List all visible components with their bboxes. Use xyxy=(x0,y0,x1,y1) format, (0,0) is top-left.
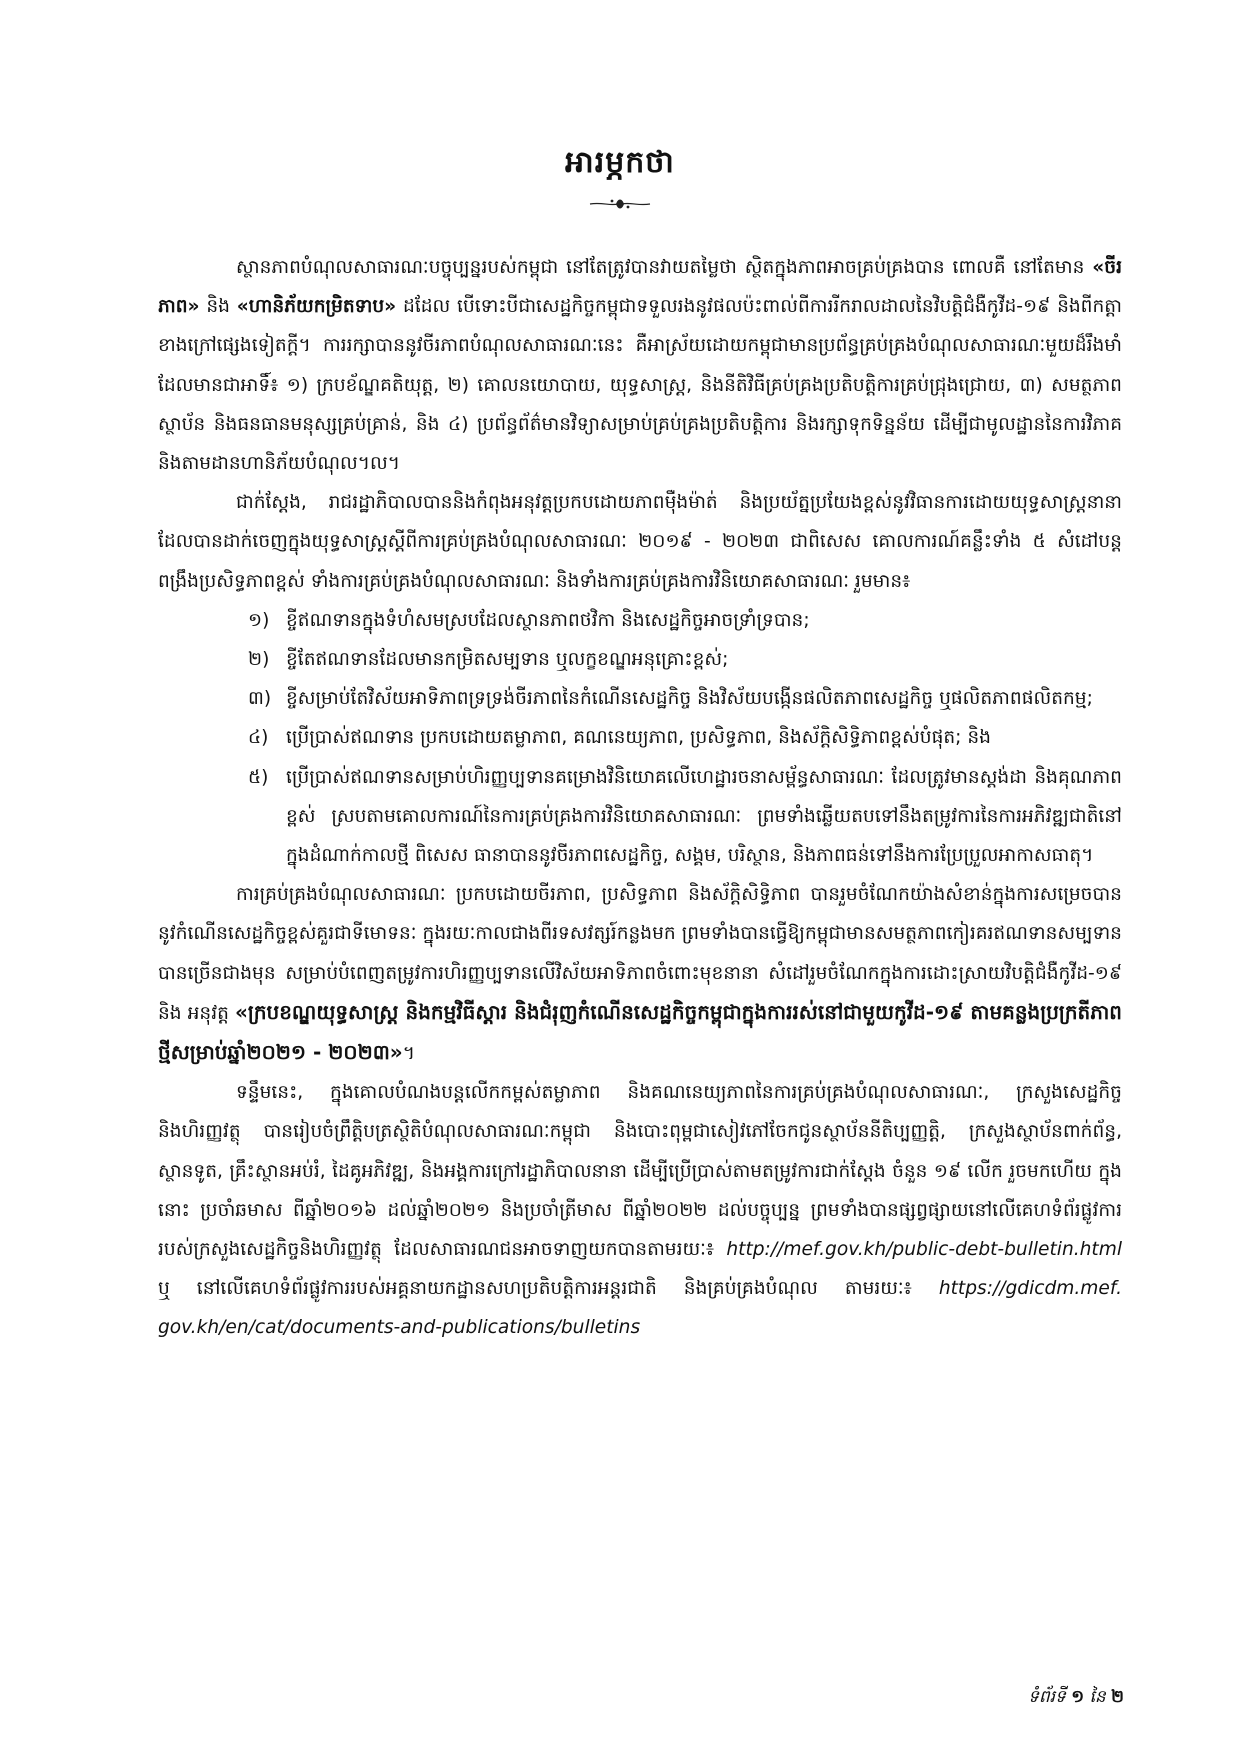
gdicdm-bulletin-link[interactable]: https://gdicdm.mef. gov.kh/en/cat/documents-and-publications/bulletins xyxy=(158,1278,1122,1339)
list-item: ២) ខ្ចីតែឥណទានដែលមានកម្រិតសម្បទាន ឬលក្ខខណ្ឌអនុគ្រោះខ្ពស់; xyxy=(248,649,729,671)
list-item: ៤) ប្រើប្រាស់ឥណទាន ប្រកបដោយតម្លាភាព, គណនេយ្យភាព, ប្រសិទ្ធភាព, និងស័ក្តិសិទ្ធិភាពខ្ពស់បំផុត; និង xyxy=(248,727,991,749)
page-number: ទំព័រទី ១ នៃ ២ xyxy=(1028,1687,1124,1707)
decorative-divider-icon xyxy=(588,196,652,212)
emphasis-sustainability: «ចីរភាព» xyxy=(158,257,1122,318)
emphasis-low-risk: «ហានិភ័យកម្រិតទាប» xyxy=(236,296,397,318)
framework-title: «ក្របខណ្ឌយុទ្ធសាស្ត្រ និងកម្មវិធីស្តារ និងជំរុញកំណើនសេដ្ឋកិច្ចកម្ពុជាក្នុងការរស់នៅជាមួយកូវីដ-១៩ តាមគន្លងប្រក្រតីភាពថ្មីសម្រាប់ឆ្នាំ២០២១ - ២០២៣» xyxy=(158,999,1122,1065)
principles-list xyxy=(158,601,1122,875)
list-item: ៥) ប្រើប្រាស់ឥណទានសម្រាប់ហិរញ្ញប្បទានគម្រោងវិនិយោគលើហេដ្ឋារចនាសម្ព័ន្ធសាធារណៈ ដែលត្រូវមានស្តង់ដា និងគុណភាពខ្ពស់ ស្របតាមគោលការណ៍នៃការគ្រប់គ្រងការវិនិយោគសាធារណៈ ព្រមទាំងឆ្លើយតបទៅនឹងតម្រូវការនៃការអភិវឌ្ឍជាតិនៅក្នុងដំណាក់កាលថ្មី ពិសេស ធានាបាននូវចីរភាពសេដ្ឋកិច្ច, សង្គម, បរិស្ថាន, និងភាពធន់ទៅនឹងការប្រែប្រួលអាកាសធាតុ។ xyxy=(248,766,1122,867)
main-content xyxy=(158,248,1122,1348)
paragraph-3: ការគ្រប់គ្រងបំណុលសាធារណៈ ប្រកបដោយចីរភាព, ប្រសិទ្ធភាព និងស័ក្តិសិទ្ធិភាព បានរួមចំណែកយ៉ាងសំខាន់ក្នុងការសម្រេចបាននូវកំណើនសេដ្ឋកិច្ចខ្ពស់គួរជាទីមោទនៈ ក្នុងរយៈកាលជាងពីរទសវត្សរ៍កន្លងមក ព្រមទាំងបានធ្វើឱ្យកម្ពុជាមានសមត្ថភាពកៀរគរឥណទានសម្បទានបានច្រើនជាងមុន សម្រាប់បំពេញតម្រូវការហិរញ្ញប្បទានលើវិស័យអាទិភាពចំពោះមុខនានា សំដៅរួមចំណែកក្នុងការដោះស្រាយវិបត្តិជំងឺកូវីដ-១៩ និង អនុវត្ត «ក្របខណ្ឌយុទ្ធសាស្ត្រ និងកម្មវិធីស្តារ និងជំរុញកំណើនសេដ្ឋកិច្ចកម្ពុជាក្នុងការរស់នៅជាមួយកូវីដ-១៩ តាមគន្លងប្រក្រតីភាពថ្មីសម្រាប់ឆ្នាំ២០២១ - ២០២៣»។ xyxy=(158,884,1122,1065)
paragraph-2: ជាក់ស្តែង, រាជរដ្ឋាភិបាលបាននិងកំពុងអនុវត្តប្រកបដោយភាពម៉ឺងម៉ាត់ និងប្រយ័ត្នប្រយែងខ្ពស់នូវវិធានការដោយយុទ្ធសាស្ត្រនានា ដែលបានដាក់ចេញក្នុងយុទ្ធសាស្ត្រស្តីពីការគ្រប់គ្រងបំណុលសាធារណៈ ២០១៩ - ២០២៣ ជាពិសេស គោលការណ៍គន្លឹះទាំង ៥ សំដៅបន្តពង្រឹងប្រសិទ្ធភាពខ្ពស់ ទាំងការគ្រប់គ្រងបំណុលសាធារណៈ និងទាំងការគ្រប់គ្រងការវិនិយោគសាធារណៈ រួមមាន៖ xyxy=(158,492,1122,592)
mef-bulletin-link[interactable]: http://mef.gov.kh/public-debt-bulletin.html xyxy=(726,1239,1122,1261)
list-item: ១) ខ្ចីឥណទានក្នុងទំហំសមស្របដែលស្ថានភាពថវិកា និងសេដ្ឋកិច្ចអាចទ្រាំទ្របាន; xyxy=(248,609,810,631)
page-title: អារម្ភកថា xyxy=(565,145,675,180)
paragraph-4: ទន្ទឹមនេះ, ក្នុងគោលបំណងបន្តលើកកម្ពស់តម្លាភាព និងគណនេយ្យភាពនៃការគ្រប់គ្រងបំណុលសាធារណៈ, ក្រសួងសេដ្ឋកិច្ចនិងហិរញ្ញវត្ថុ បានរៀបចំព្រឹត្តិបត្រស្ថិតិបំណុលសាធារណៈកម្ពុជា និងបោះពុម្ពជាសៀវភៅចែកជូនស្ថាប័ននីតិប្បញ្ញត្តិ, ក្រសួងស្ថាប័នពាក់ព័ន្ធ, ស្ថានទូត, គ្រឹះស្ថានអប់រំ, ដៃគូអភិវឌ្ឍ, និងអង្គការក្រៅរដ្ឋាភិបាលនានា ដើម្បីប្រើប្រាស់តាមតម្រូវការជាក់ស្តែង ចំនួន ១៩ លើក រួចមកហើយ ក្នុងនោះ ប្រចាំឆមាស ពីឆ្នាំ២០១៦ ដល់ឆ្នាំ២០២១ និងប្រចាំត្រីមាស ពីឆ្នាំ២០២២ ដល់បច្ចុប្បន្ន ព្រមទាំងបានផ្សព្វផ្សាយនៅលើគេហទំព័រផ្លូវការរបស់ក្រសួងសេដ្ឋកិច្ចនិងហិរញ្ញវត្ថុ ដែលសាធារណជនអាចទាញយកបានតាមរយៈ៖ http://mef.gov.kh/public-debt-bulletin.html ឬ នៅលើគេហទំព័រផ្លូវការរបស់អគ្គនាយកដ្ឋានសហប្រតិបត្តិការអន្តរជាតិ និងគ្រប់គ្រងបំណុល តាមរយៈ៖ https://gdicdm.mef. gov.kh/en/cat/documents-and-publications/bulletins xyxy=(158,1082,1122,1339)
list-item: ៣) ខ្ចីសម្រាប់តែវិស័យអាទិភាពទ្រទ្រង់ចីរភាពនៃកំណើនសេដ្ឋកិច្ច និងវិស័យបង្កើនផលិតភាពសេដ្ឋកិច្ច ឬផលិតភាពផលិតកម្ម; xyxy=(248,688,1093,710)
paragraph-1: ស្ថានភាពបំណុលសាធារណៈបច្ចុប្បន្នរបស់កម្ពុជា នៅតែត្រូវបានវាយតម្លៃថា ស្ថិតក្នុងភាពអាចគ្រប់គ្រងបាន ពោលគឺ នៅតែមាន «ចីរភាព» និង «ហានិភ័យកម្រិតទាប» ដដែល បើទោះបីជាសេដ្ឋកិច្ចកម្ពុជាទទួលរងនូវផលប៉ះពាល់ពីការរីករាលដាលនៃវិបត្តិជំងឺកូវីដ-១៩ និងពីកត្តាខាងក្រៅផ្សេងទៀតក្តី។ ការរក្សាបាននូវចីរភាពបំណុលសាធារណៈនេះ គឺអាស្រ័យដោយកម្ពុជាមានប្រព័ន្ធគ្រប់គ្រងបំណុលសាធារណៈមួយដ៏រឹងមាំ ដែលមានជាអាទិ៍៖ ១) ក្របខ័ណ្ឌគតិយុត្ត, ២) គោលនយោបាយ, យុទ្ធសាស្ត្រ, និងនីតិវិធីគ្រប់គ្រងប្រតិបត្តិការគ្រប់ជ្រុងជ្រោយ, ៣) សមត្ថភាពស្ថាប័ន និងធនធានមនុស្សគ្រប់គ្រាន់, និង ៤) ប្រព័ន្ធព័ត៌មានវិទ្យាសម្រាប់គ្រប់គ្រងប្រតិបត្តិការ និងរក្សាទុកទិន្នន័យ ដើម្បីជាមូលដ្ឋាននៃការវិភាគ និងតាមដានហានិភ័យបំណុល។ល។ xyxy=(158,257,1122,475)
